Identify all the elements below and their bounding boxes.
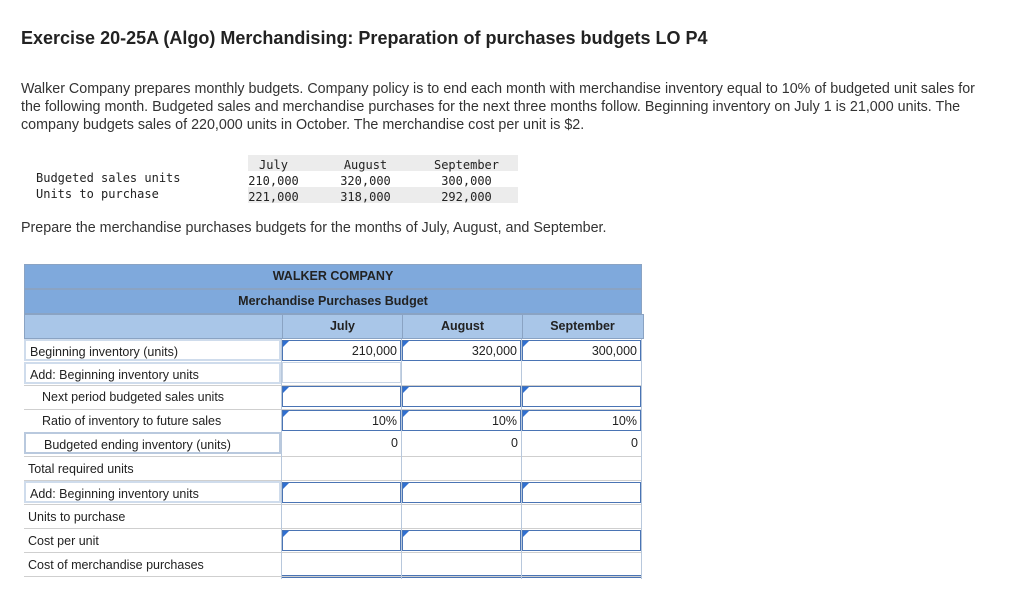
given-row-label: Budgeted sales units (36, 171, 181, 185)
september-units-to-purchase (522, 506, 641, 527)
column-separator (281, 339, 282, 579)
september-total-required-units (522, 458, 641, 479)
given-value: 318,000 (340, 190, 391, 204)
given-value: 300,000 (441, 174, 492, 188)
row-label-inventory-ratio: Ratio of inventory to future sales (42, 414, 222, 428)
september-budgeted-ending-inventory: 0 (631, 436, 638, 450)
row-separator (24, 385, 642, 386)
column-header-row (24, 314, 644, 339)
july-cost-per-unit-input[interactable] (282, 530, 401, 551)
exercise-title: Exercise 20-25A (Algo) Merchandising: Preparation of purchases budgets LO P4 (21, 28, 708, 48)
column-header-august: August (440, 319, 485, 333)
column-header-september: September (550, 319, 615, 333)
given-header-july: July (259, 158, 288, 172)
company-name: WALKER COMPANY (24, 264, 642, 289)
row-separator (24, 552, 642, 553)
row-separator (24, 576, 642, 577)
july-cost-of-purchases (282, 554, 401, 578)
given-data-table (30, 155, 516, 203)
september-inventory-ratio-input[interactable]: 10% (522, 410, 641, 431)
given-row-label: Units to purchase (36, 187, 159, 201)
given-value: 210,000 (248, 174, 299, 188)
row-label-add-beginning-inventory[interactable]: Add: Beginning inventory units (24, 362, 281, 384)
problem-description: Walker Company prepares monthly budgets. Company policy is to end each month with merchandise inventory equal to 10% of budgeted unit sales for the following month. Budgeted sales and merchandise purchases for the next three months follow. Beginning inventory on July 1 is 21,000 units. The company budgets sales of 220,000 units in October. The merchandise cost per unit is $2. (21, 81, 975, 133)
july-next-period-sales-input[interactable] (282, 386, 401, 407)
row-label-next-period-sales: Next period budgeted sales units (42, 390, 225, 404)
row-label-beginning-inventory[interactable]: Beginning inventory (units) (24, 339, 281, 361)
given-header-august: August (343, 158, 388, 172)
given-value: 221,000 (248, 190, 299, 204)
row-separator (24, 480, 642, 481)
september-cost-per-unit-input[interactable] (522, 530, 641, 551)
august-add-beginning-inventory-cell (402, 362, 521, 383)
row-label-units-to-purchase: Units to purchase (28, 510, 126, 524)
row-label-cost-per-unit: Cost per unit (28, 534, 99, 548)
row-separator (24, 504, 642, 505)
july-budgeted-ending-inventory: 0 (391, 436, 398, 450)
september-beginning-inventory-input[interactable]: 300,000 (522, 340, 641, 361)
row-label-budgeted-ending-inventory[interactable]: Budgeted ending inventory (units) (24, 432, 281, 454)
column-separator (521, 339, 522, 579)
july-total-required-units (282, 458, 401, 479)
row-label-less-ending-inventory[interactable]: Add: Beginning inventory units (24, 481, 281, 503)
august-budgeted-ending-inventory: 0 (511, 436, 518, 450)
september-next-period-sales-input[interactable] (522, 386, 641, 407)
given-value: 292,000 (441, 190, 492, 204)
september-add-beginning-inventory-cell (522, 362, 641, 383)
july-units-to-purchase (282, 506, 401, 527)
august-cost-of-purchases (402, 554, 521, 578)
given-header-september: September (433, 158, 500, 172)
column-header-july: July (329, 319, 355, 333)
july-add-beginning-inventory-cell (282, 362, 401, 383)
instruction-text: Prepare the merchandise purchases budgets for the months of July, August, and September. (21, 220, 607, 236)
august-inventory-ratio-input[interactable]: 10% (402, 410, 521, 431)
september-beginning-inventory-units-input[interactable] (522, 482, 641, 503)
column-separator (401, 339, 402, 579)
august-cost-per-unit-input[interactable] (402, 530, 521, 551)
row-separator (24, 409, 642, 410)
budget-subtitle: Merchandise Purchases Budget (24, 289, 642, 314)
august-units-to-purchase (402, 506, 521, 527)
july-beginning-inventory-input[interactable]: 210,000 (282, 340, 401, 361)
august-beginning-inventory-units-input[interactable] (402, 482, 521, 503)
july-inventory-ratio-input[interactable]: 10% (282, 410, 401, 431)
august-beginning-inventory-input[interactable]: 320,000 (402, 340, 521, 361)
july-beginning-inventory-units-input[interactable] (282, 482, 401, 503)
row-label-cost-of-purchases: Cost of merchandise purchases (28, 558, 204, 572)
row-label-total-required-units: Total required units (28, 462, 134, 476)
column-separator (641, 339, 642, 579)
row-separator (24, 528, 642, 529)
august-total-required-units (402, 458, 521, 479)
given-value: 320,000 (340, 174, 391, 188)
purchases-budget-table (24, 264, 642, 580)
row-separator (24, 456, 642, 457)
september-cost-of-purchases (522, 554, 641, 578)
august-next-period-sales-input[interactable] (402, 386, 521, 407)
